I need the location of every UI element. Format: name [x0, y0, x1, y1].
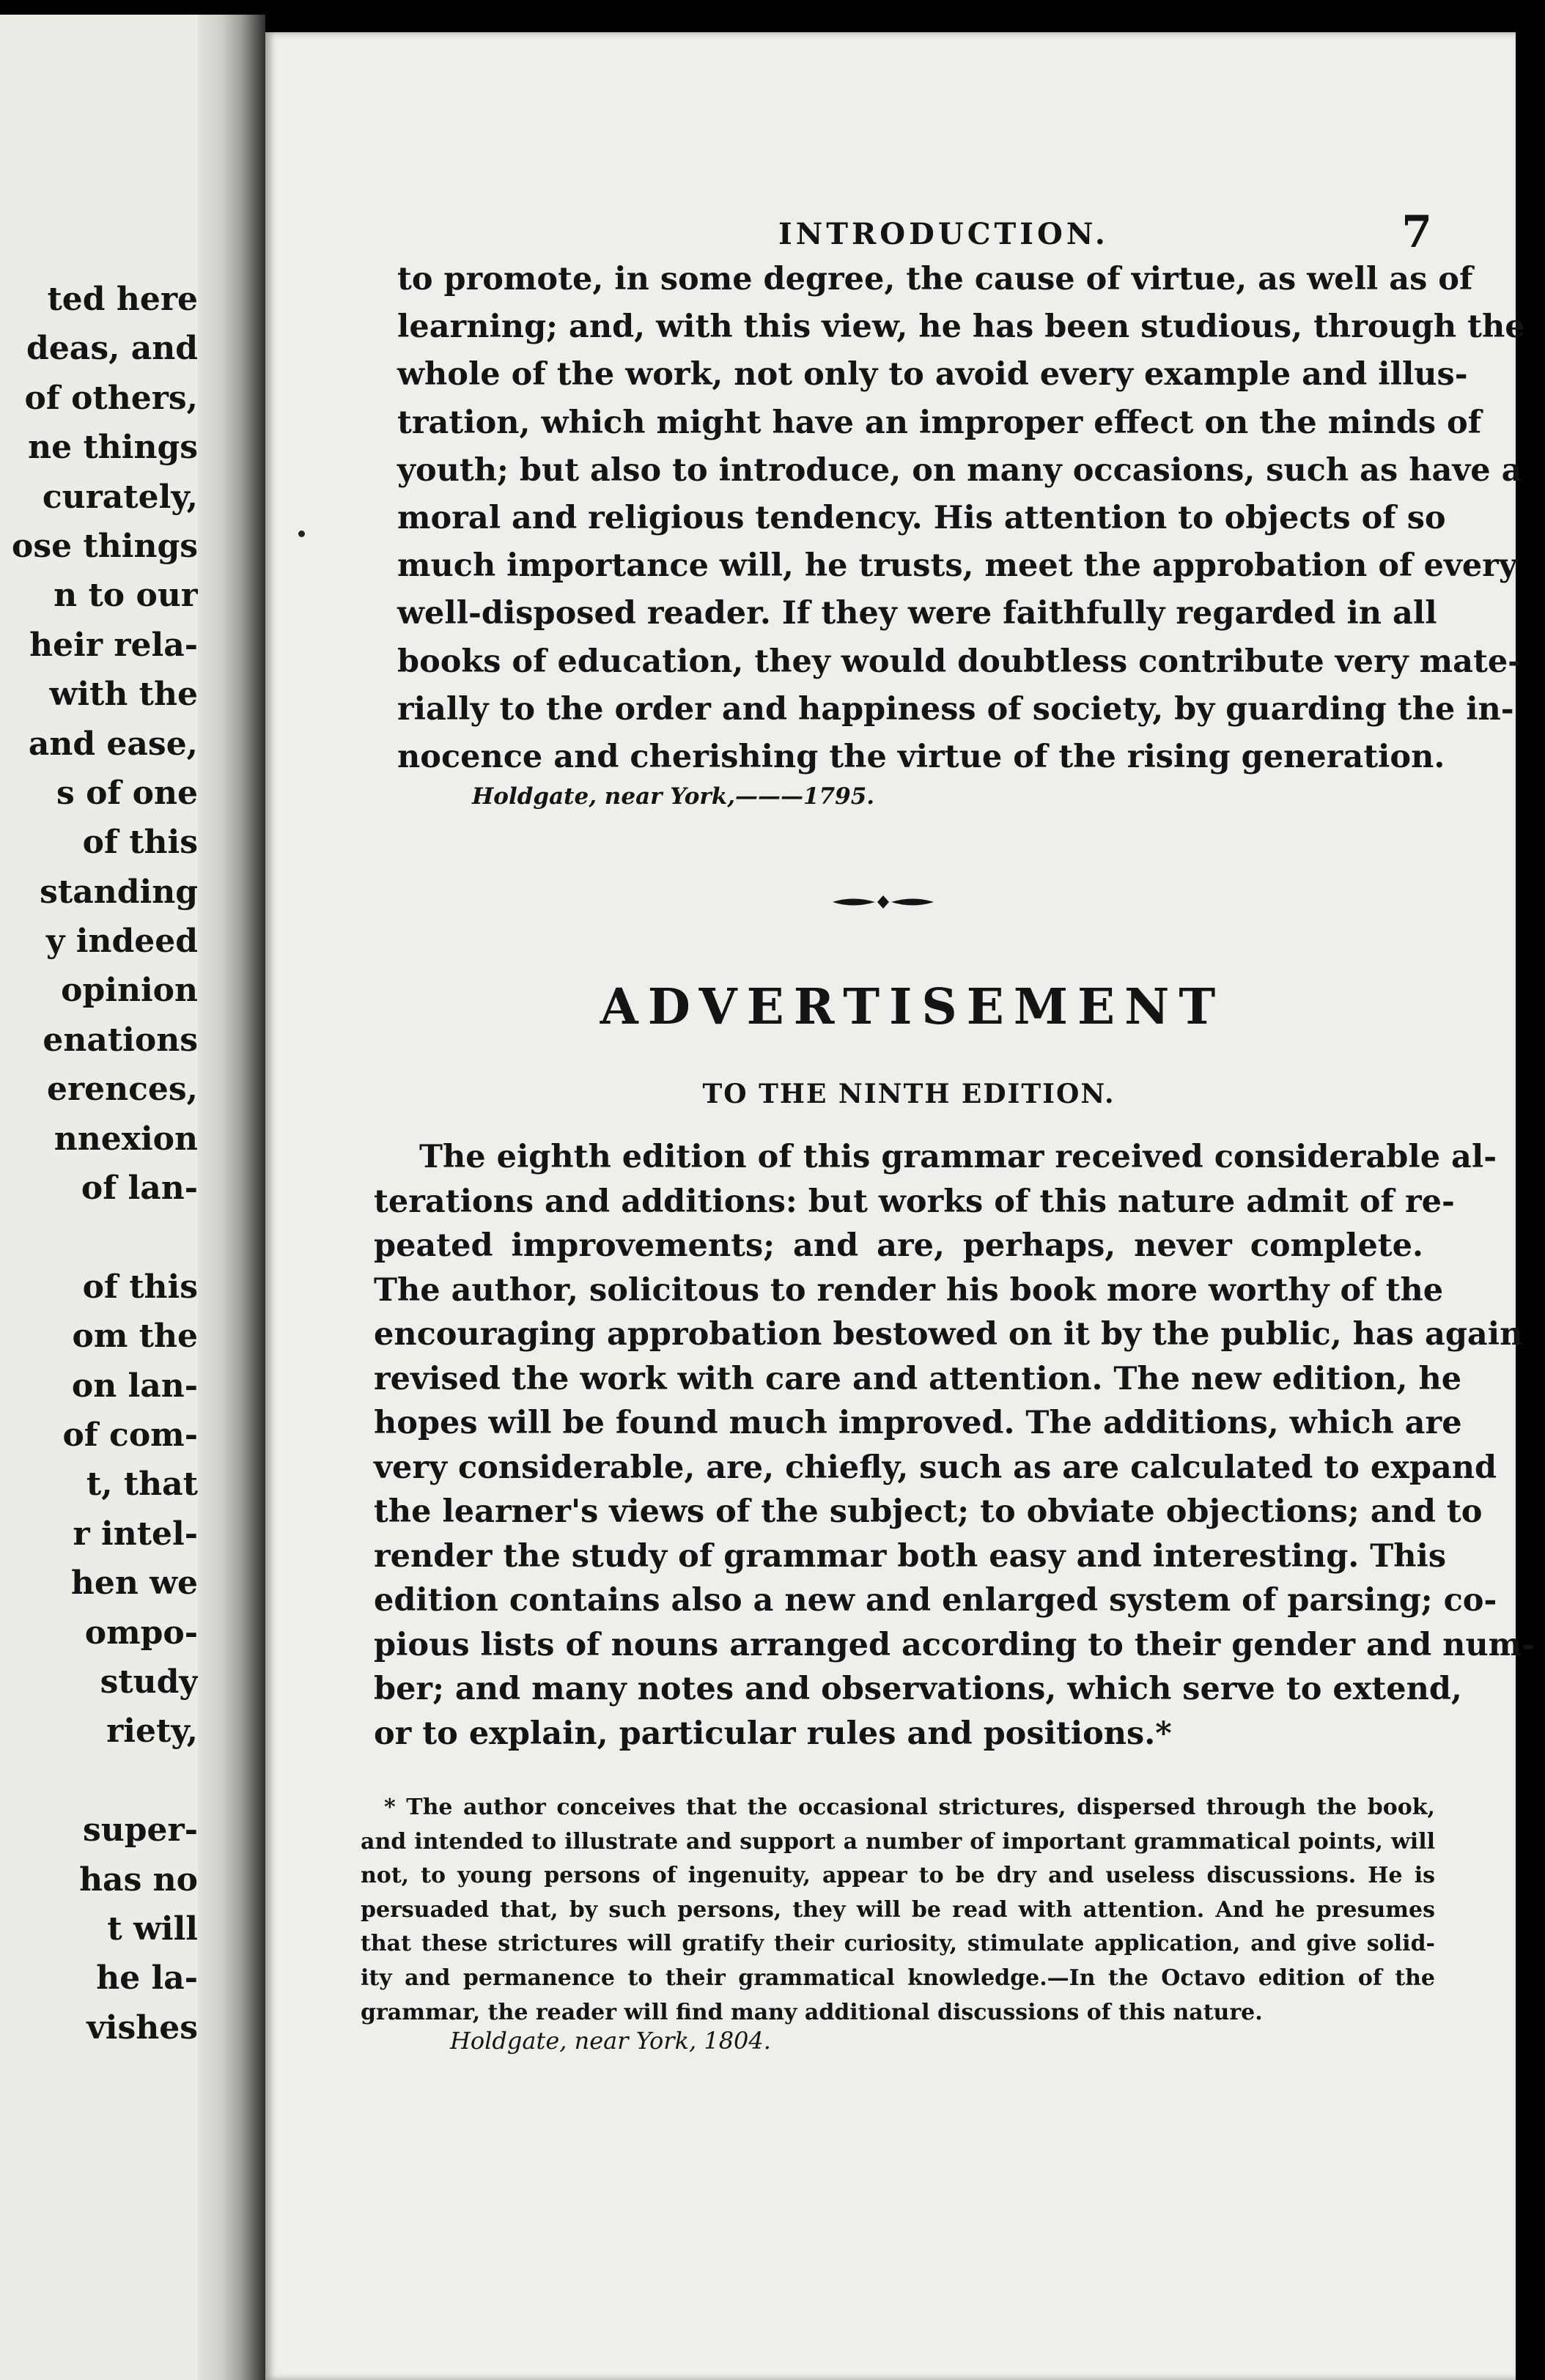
left-fragment-line: has no	[79, 1860, 198, 1899]
left-fragment-line: om the	[72, 1318, 198, 1356]
intro-text-line: tration, which might have an improper effect on the minds of	[397, 404, 1482, 441]
left-fragment-line: on lan-	[71, 1367, 198, 1405]
left-fragment-line: ose things	[12, 527, 198, 565]
left-fragment-line: standing	[40, 873, 198, 911]
running-title: INTRODUCTION.	[778, 217, 1109, 251]
left-fragment-line: t will	[107, 1910, 198, 1948]
footnote-text-line: grammar, the reader will find many additional discussions of this nature.	[361, 1999, 1263, 2025]
advertisement-subtitle: TO THE NINTH EDITION.	[702, 1079, 1116, 1109]
left-fragment-line: n to our	[54, 577, 198, 615]
section-divider-ornament	[831, 891, 935, 913]
introduction-signature: Holdgate, near York,———1795.	[472, 783, 875, 810]
advertisement-text-line: the learner's views of the subject; to obviate objections; and to	[374, 1493, 1483, 1530]
advertisement-text-line: peated improvements; and are, perhaps, never complete.	[374, 1227, 1423, 1264]
advertisement-signature: Holdgate, near York, 1804.	[450, 2027, 771, 2055]
left-fragment-line: of others,	[24, 379, 198, 417]
advertisement-text-line: encouraging approbation bestowed on it by the public, has again	[374, 1316, 1523, 1353]
left-fragment-line: of this	[82, 824, 198, 862]
advertisement-paragraph	[374, 1135, 1535, 1756]
left-fragment-line: y indeed	[45, 923, 198, 961]
advertisement-text-line: revised the work with care and attention. The new edition, he	[374, 1360, 1462, 1397]
left-fragment-line: vishes	[86, 2008, 198, 2047]
intro-text-line: to promote, in some degree, the cause of virtue, as well as of	[397, 261, 1473, 298]
intro-text-line: rially to the order and happiness of society, by guarding the in-	[397, 690, 1514, 728]
left-fragment-line: super-	[83, 1811, 198, 1849]
intro-text-line: nocence and cherishing the virtue of the rising generation.	[397, 739, 1445, 776]
advertisement-text-line: very considerable, are, chiefly, such as are calculated to expand	[374, 1449, 1497, 1486]
left-fragment-line: of this	[82, 1268, 198, 1306]
left-fragment-line: curately,	[42, 478, 198, 516]
advertisement-text-line: ber; and many notes and observations, which serve to extend,	[374, 1671, 1462, 1707]
left-fragment-line: heir rela-	[29, 626, 198, 664]
advertisement-title: ADVERTISEMENT	[600, 978, 1225, 1035]
advertisement-text-line: or to explain, particular rules and positions.*	[374, 1715, 1172, 1752]
left-fragment-line: deas, and	[26, 330, 198, 368]
left-fragment-line: he la-	[96, 1959, 198, 1998]
intro-text-line: well-disposed reader. If they were faithfully regarded in all	[397, 595, 1437, 632]
advertisement-text-line: render the study of grammar both easy and interesting. This	[374, 1537, 1447, 1575]
left-fragment-line: of com-	[62, 1416, 198, 1454]
left-fragment-line: enations	[43, 1021, 198, 1059]
left-fragment-line	[0, 1756, 198, 1806]
intro-text-line: books of education, they would doubtless contribute very mate-	[397, 643, 1522, 680]
left-page-text-fragments	[0, 275, 198, 2052]
left-fragment-line: ompo-	[84, 1614, 198, 1652]
left-fragment-line: riety,	[106, 1712, 198, 1751]
footnote-text-line: that these strictures will gratify their curiosity, stimulate application, and give solid-	[361, 1931, 1435, 1957]
advertisement-text-line: edition contains also a new and enlarged system of parsing; co-	[374, 1582, 1497, 1619]
specks	[298, 531, 305, 537]
left-fragment-line: of lan-	[81, 1169, 198, 1208]
left-fragment-line: with the	[49, 676, 198, 714]
footnote-text-line: and intended to illustrate and support a number of important grammatical points, will	[361, 1828, 1435, 1855]
intro-text-line: moral and religious tendency. His attention to objects of so	[397, 500, 1446, 537]
left-fragment-line: and ease,	[28, 725, 198, 763]
book-gutter	[198, 15, 265, 2380]
introduction-paragraph	[397, 256, 1525, 781]
page-number: 7	[1401, 207, 1432, 258]
intro-text-line: whole of the work, not only to avoid every example and illus-	[397, 356, 1468, 393]
right-page	[265, 32, 1535, 2380]
left-fragment-line: hen we	[70, 1564, 198, 1603]
left-fragment-line: ne things	[28, 429, 198, 467]
advertisement-text-line: The eighth edition of this grammar received considerable al-	[419, 1139, 1497, 1175]
footnote	[361, 1791, 1435, 2030]
left-fragment-line: t, that	[86, 1466, 198, 1504]
intro-text-line: much importance will, he trusts, meet the approbation of every	[397, 547, 1517, 585]
advertisement-text-line: terations and additions: but works of this nature admit of re-	[374, 1183, 1455, 1220]
left-fragment-line: nnexion	[54, 1120, 198, 1158]
left-fragment-line	[0, 1213, 198, 1262]
left-fragment-line: ted here	[47, 281, 198, 318]
intro-text-line: youth; but also to introduce, on many occasions, such as have a	[397, 451, 1522, 489]
left-fragment-line: study	[100, 1663, 198, 1701]
footnote-text-line: persuaded that, by such persons, they will be read with attention. And he presumes	[361, 1896, 1435, 1923]
left-fragment-line: s of one	[56, 774, 198, 812]
advertisement-text-line: pious lists of nouns arranged according to their gender and num-	[374, 1626, 1535, 1663]
advertisement-text-line: The author, solicitous to render his book more worthy of the	[374, 1271, 1444, 1309]
footnote-text-line: not, to young persons of ingenuity, appear to be dry and useless discussions. He is	[361, 1863, 1435, 1889]
left-fragment-line: opinion	[61, 972, 198, 1010]
intro-text-line: learning; and, with this view, he has been studious, through the	[397, 308, 1525, 346]
footnote-text-line: * The author conceives that the occasional strictures, dispersed through the book,	[384, 1795, 1435, 1820]
advertisement-text-line: hopes will be found much improved. The additions, which are	[374, 1405, 1462, 1441]
left-fragment-line: r intel-	[73, 1515, 198, 1553]
footnote-text-line: ity and permanence to their grammatical knowledge.—In the Octavo edition of the	[361, 1965, 1435, 1991]
left-fragment-line: erences,	[46, 1071, 198, 1109]
